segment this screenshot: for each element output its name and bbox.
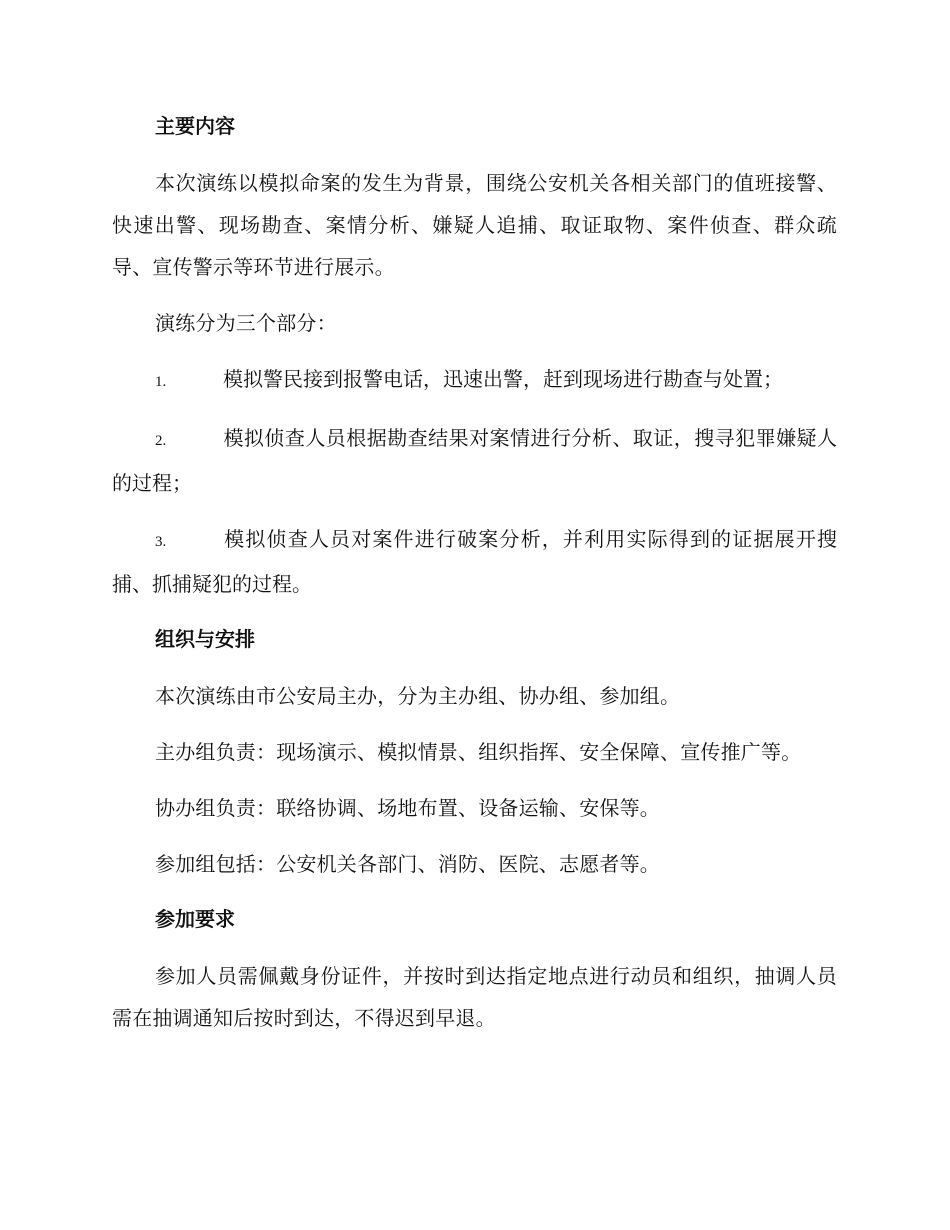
list-item-number: 3. xyxy=(155,534,167,550)
list-item-text: 模拟警民接到报警电话，迅速出警，赶到现场进行勘查与处置； xyxy=(223,367,783,391)
paragraph-co-host-group: 协办组负责：联络协调、场地布置、设备运输、安保等。 xyxy=(155,796,660,820)
list-item xyxy=(112,358,837,403)
paragraph-intro: 本次演练以模拟命案的发生为背景，围绕公安机关各相关部门的值班接警、快速出警、现场勘查、案情分析、嫌疑人追捕、取证取物、案件侦查、群众疏导、宣传警示等环节进行展示。 xyxy=(112,171,837,279)
list-item-text: 模拟侦查人员对案件进行破案分析，并利用实际得到的证据展开搜捕、抓捕疑犯的过程。 xyxy=(112,527,837,596)
list-item xyxy=(112,417,837,504)
paragraph-organizer: 本次演练由市公安局主办，分为主办组、协办组、参加组。 xyxy=(155,684,681,708)
list-item-number: 1. xyxy=(155,374,167,390)
list-item-text: 模拟侦查人员根据勘查结果对案情进行分析、取证，搜寻犯罪嫌疑人的过程； xyxy=(112,426,837,495)
paragraph-participant-group: 参加组包括：公安机关各部门、消防、医院、志愿者等。 xyxy=(155,852,660,876)
paragraph-host-group: 主办组负责：现场演示、模拟情景、组织指挥、安全保障、宣传推广等。 xyxy=(155,740,802,764)
paragraph-requirements: 参加人员需佩戴身份证件，并按时到达指定地点进行动员和组织，抽调人员需在抽调通知后按时到达，不得迟到早退。 xyxy=(112,964,837,1030)
paragraph-parts-intro: 演练分为三个部分： xyxy=(155,311,337,335)
section-heading-main-content: 主要内容 xyxy=(155,114,235,138)
document-page xyxy=(112,106,837,1053)
list-item-number: 2. xyxy=(155,433,167,449)
section-heading-requirements: 参加要求 xyxy=(155,907,235,931)
list-item xyxy=(112,518,837,605)
section-heading-organization: 组织与安排 xyxy=(155,627,255,651)
